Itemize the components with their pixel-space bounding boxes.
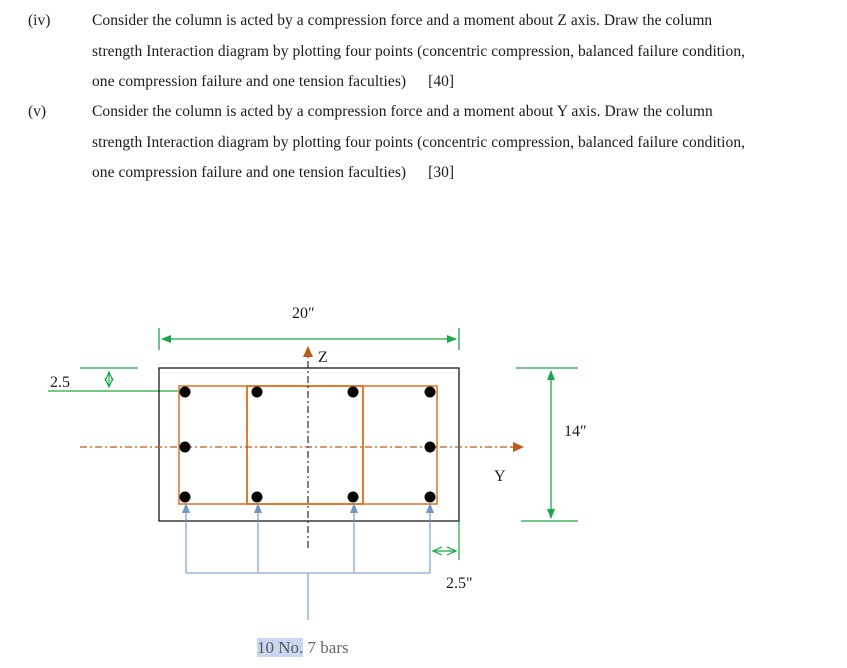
rebar [348,387,359,398]
caption-highlight: 10 No. [257,638,304,657]
rebar [252,492,263,503]
rebar [252,387,263,398]
rebar [425,442,436,453]
y-axis [80,447,523,485]
y-axis-label: Y [494,468,506,485]
question-text-line: Consider the column is acted by a compression force and a moment about Y axis. Draw the column [92,103,713,120]
question-marks: [30] [428,164,455,181]
question-number: (iv) [28,12,51,29]
left-cover-label: 2.5 [50,374,70,391]
bottom-cover-label: 2.5" [446,575,473,592]
question-text: one compression failure and one tension faculties) [92,73,407,90]
question-text-line: Consider the column is acted by a compression force and a moment about Z axis. Draw the column [92,12,713,29]
width-dimension [159,305,459,350]
height-label: 14″ [564,423,587,440]
caption-text: 7 bars [303,638,349,657]
height-dimension [516,368,587,521]
question-text-line: strength Interaction diagram by plotting four points (concentric compression, balanced failure condition, [92,43,746,60]
bottom-cover-dimension [433,521,473,592]
rebar-caption [257,638,349,658]
concrete-outline [159,368,459,521]
rebar [180,442,191,453]
inner-tie [247,386,363,504]
rebar [180,387,191,398]
question-marks: [40] [428,73,455,90]
rebar [348,492,359,503]
z-axis-label: Z [318,349,328,366]
rebar [180,492,191,503]
width-label: 20″ [292,305,315,322]
question-number: (v) [28,103,47,120]
rebar [425,492,436,503]
rebar [425,387,436,398]
question-text: one compression failure and one tension faculties) [92,164,407,181]
question-text-line: strength Interaction diagram by plotting four points (concentric compression, balanced failure condition, [92,134,746,151]
